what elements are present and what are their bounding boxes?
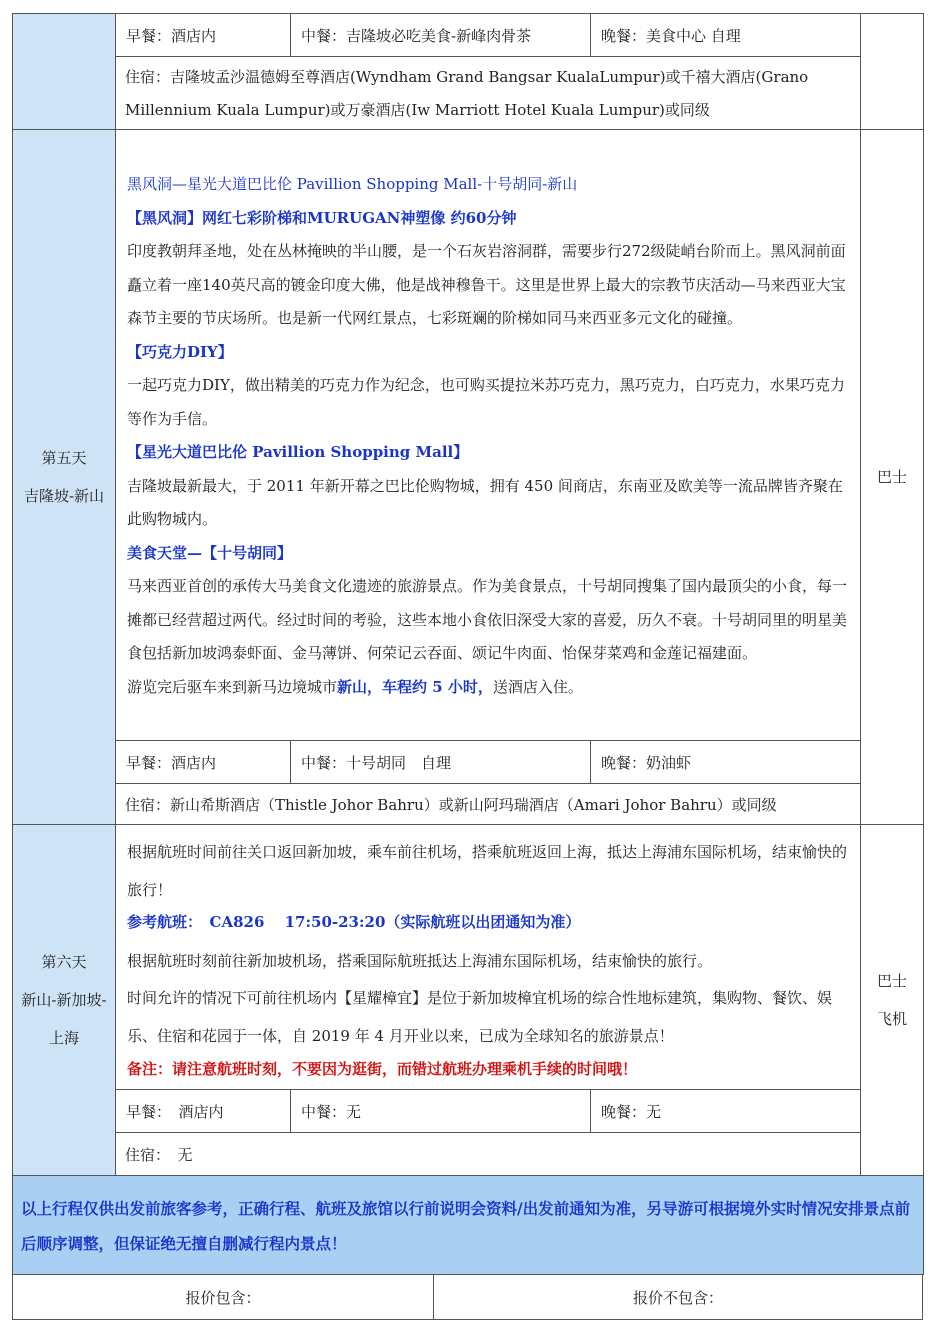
day5-breakfast: 早餐：酒店内 xyxy=(116,741,291,784)
day4-day-cell xyxy=(13,14,116,130)
day6-stay-row xyxy=(13,1133,924,1176)
day5-meals-row xyxy=(13,741,924,784)
day5-s5-post: 送酒店入住。 xyxy=(492,677,583,696)
day6-note: 备注：请注意航班时刻，不要因为逛街，而错过航班办理乘机手续的时间哦！ xyxy=(127,1059,638,1078)
day5-s2-text: 一起巧克力DIY，做出精美的巧克力作为纪念，也可购买提拉米苏巧克力，黑巧克力，白巧克力，水果巧克力等作为手信。 xyxy=(127,376,845,428)
itinerary-page xyxy=(12,13,923,1320)
day6-transport-plane: 飞机 xyxy=(876,1010,907,1028)
day5-dinner: 晚餐：奶油虾 xyxy=(591,741,861,784)
day6-p1: 根据航班时间前往关口返回新加坡，乘车前往机场，搭乘航班返回上海，抵达上海浦东国际机场，结束愉快的旅行！ xyxy=(127,843,848,900)
day6-lunch: 中餐：无 xyxy=(291,1090,591,1133)
price-included: 报价包含： xyxy=(13,1275,434,1320)
day5-day-cell xyxy=(13,130,116,825)
day4-stay: 住宿：吉隆坡孟沙温德姆至尊酒店(Wyndham Grand Bangsar KualaLumpur)或千禧大酒店(Grano Millennium Kuala Lumpur)或万豪酒店(Iw Marriott Hotel Kuala Lumpur)或同级 xyxy=(116,57,861,130)
day5-stay-row xyxy=(13,784,924,825)
day5-route: 吉隆坡-新山 xyxy=(23,487,105,505)
day5-headline: 黑风洞—星光大道巴比伦 Pavillion Shopping Mall-十号胡同-新山 xyxy=(127,175,578,193)
day4-lunch: 中餐：吉隆坡必吃美食-新峰肉骨茶 xyxy=(291,14,591,57)
day5-s3-text: 吉隆坡最新最大，于 2011 年新开幕之巴比伦购物城，拥有 450 间商店，东南亚及欧美等一流品牌皆齐聚在此购物城内。 xyxy=(127,476,843,528)
day5-s4-text: 马来西亚首创的承传大马美食文化遗迹的旅游景点。作为美食景点，十号胡同搜集了国内最顶尖的小食，每一摊都已经营超过两代。经过时间的考验，这些本地小食依旧深受大家的喜爱，历久不衰。十号胡同里的明星美食包括新加坡鸿泰虾面、金马薄饼、何荣记云吞面、颂记牛肉面、怡保芽菜鸡和金莲记福建面。 xyxy=(127,577,848,662)
itinerary-table xyxy=(12,13,924,1275)
day5-s3-title: 【星光大道巴比伦 Pavillion Shopping Mall】 xyxy=(127,443,469,461)
day4-dinner: 晚餐：美食中心 自理 xyxy=(591,14,861,57)
price-table xyxy=(12,1274,923,1320)
day4-stay-row xyxy=(13,57,924,130)
day6-p2: 根据航班时刻前往新加坡机场，搭乘国际航班抵达上海浦东国际机场，结束愉快的旅行。 xyxy=(127,952,713,971)
notice-row xyxy=(13,1176,924,1275)
day6-dinner: 晚餐：无 xyxy=(591,1090,861,1133)
day5-s1-text: 印度教朝拜圣地，处在丛林掩映的半山腰，是一个石灰岩溶洞群，需要步行272级陡峭台阶而上。黑风洞前面矗立着一座140英尺高的镀金印度大佛，他是战神穆鲁干。这里是世界上最大的宗教节庆活动—马来西亚大宝森节主要的节庆场所。也是新一代网红景点，七彩斑斓的阶梯如同马来西亚多元文化的碰撞。 xyxy=(127,242,846,327)
day5-transport-cell xyxy=(861,130,924,825)
day4-breakfast: 早餐：酒店内 xyxy=(116,14,291,57)
day4-transport-cell xyxy=(861,14,924,130)
day5-s1-title: 【黑风洞】网红七彩阶梯和MURUGAN神塑像 约60分钟 xyxy=(127,208,517,227)
notice-text: 以上行程仅供出发前旅客参考，正确行程、航班及旅馆以行前说明会资料/出发前通知为准，另导游可根据境外实时情况安排景点前后顺序调整，但保证绝无擅自删减行程内景点！ xyxy=(13,1176,924,1275)
day5-s2-title: 【巧克力DIY】 xyxy=(127,342,233,361)
day6-p3: 时间允许的情况下可前往机场内【星耀樟宜】是位于新加坡樟宜机场的综合性地标建筑，集购物、餐饮、娱乐、住宿和花园于一体，自 2019 年 4 月开业以来，已成为全球知名的旅游景点！ xyxy=(127,988,833,1045)
day6-flight: 参考航班： CA826 17:50-23:20（实际航班以出团通知为准） xyxy=(127,913,581,932)
day6-route: 新山-新加坡-上海 xyxy=(21,991,107,1047)
day5-transport: 巴士 xyxy=(876,468,907,486)
price-row xyxy=(13,1275,923,1320)
day6-day-cell xyxy=(13,825,116,1176)
day5-content-row xyxy=(13,130,924,741)
day5-s4-title: 美食天堂—【十号胡同】 xyxy=(127,543,293,562)
day5-stay: 住宿：新山希斯酒店（Thistle Johor Bahru）或新山阿玛瑞酒店（Amari Johor Bahru）或同级 xyxy=(116,784,861,825)
day6-meals-row xyxy=(13,1090,924,1133)
day5-s5-highlight: 新山，车程约 5 小时， xyxy=(337,677,493,696)
day6-transport-cell xyxy=(861,825,924,1176)
day5-lunch: 中餐：十号胡同 自理 xyxy=(291,741,591,784)
day6-transport-bus: 巴士 xyxy=(876,972,907,990)
day6-stay: 住宿： 无 xyxy=(116,1133,861,1176)
day6-label: 第六天 xyxy=(41,953,87,971)
day4-meals-row xyxy=(13,14,924,57)
day5-content xyxy=(116,130,861,741)
price-excluded: 报价不包含： xyxy=(434,1275,923,1320)
day5-s5-pre: 游览完后驱车来到新马边境城市 xyxy=(127,677,338,696)
day5-s5 xyxy=(127,671,852,705)
day6-content-row xyxy=(13,825,924,1090)
day5-label: 第五天 xyxy=(41,449,87,467)
day6-content xyxy=(116,825,861,1090)
day6-breakfast: 早餐： 酒店内 xyxy=(116,1090,291,1133)
